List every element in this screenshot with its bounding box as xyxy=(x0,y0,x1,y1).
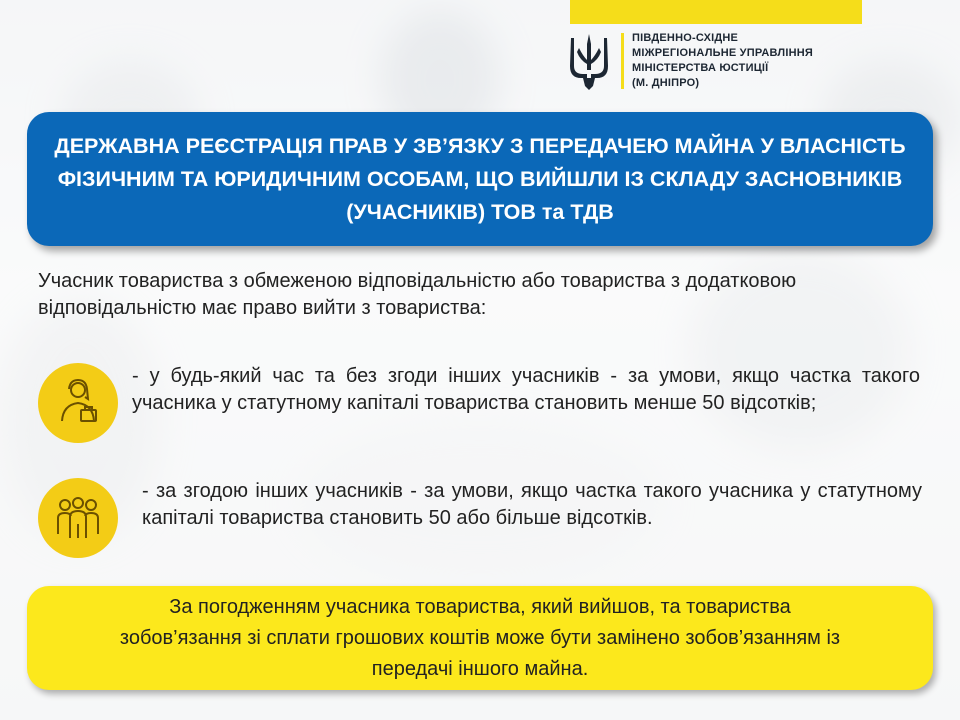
businesswoman-icon xyxy=(52,377,104,429)
group-of-people-icon xyxy=(52,492,104,544)
header-accent-bar xyxy=(570,0,862,24)
title-banner xyxy=(27,112,933,246)
icon-badge xyxy=(38,363,118,443)
condition-text: - у будь-який час та без згоди інших учасників - за умови, якщо частка такого учасника у статутному капіталі товариства становить менше 50 відсотків; xyxy=(132,365,920,414)
note-banner xyxy=(27,586,933,690)
condition-item xyxy=(38,478,922,558)
org-name-line-1: ПІВДЕННО-СХІДНЕ xyxy=(632,32,739,44)
org-name-line-2: МІЖРЕГІОНАЛЬНЕ УПРАВЛІННЯ xyxy=(632,47,813,59)
trident-emblem-icon xyxy=(565,30,613,92)
org-name-line-3: МІНІСТЕРСТВА ЮСТИЦІЇ xyxy=(632,62,769,74)
condition-text: - за згодою інших учасників - за умови, якщо частка такого учасника у статутному капіталі товариства становить 50 або більше відсотків. xyxy=(142,480,922,529)
note-text: За погодженням учасника товариства, який вийшов, та товариства зобов’язання зі сплати грошових коштів може бути замінено зобов’язанням із передачі іншого майна. xyxy=(119,595,841,680)
slide-title: ДЕРЖАВНА РЕЄСТРАЦІЯ ПРАВ У ЗВ’ЯЗКУ З ПЕРЕДАЧЕЮ МАЙНА У ВЛАСНІСТЬ ФІЗИЧНИМ ТА ЮРИДИЧНИМ ОСОБАМ, ЩО ВИЙШЛИ ІЗ СКЛАДУ ЗАСНОВНИКІВ (УЧАСНИКІВ) ТОВ та ТДВ xyxy=(54,133,906,224)
condition-item xyxy=(38,363,920,443)
logo-divider xyxy=(621,33,624,89)
organization-logo xyxy=(565,30,813,92)
org-name-line-4: (М. ДНІПРО) xyxy=(632,77,700,89)
icon-badge xyxy=(38,478,118,558)
intro-paragraph: Учасник товариства з обмеженою відповідальністю або товариства з додатковою відповідальністю має право вийти з товариства: xyxy=(38,270,797,319)
